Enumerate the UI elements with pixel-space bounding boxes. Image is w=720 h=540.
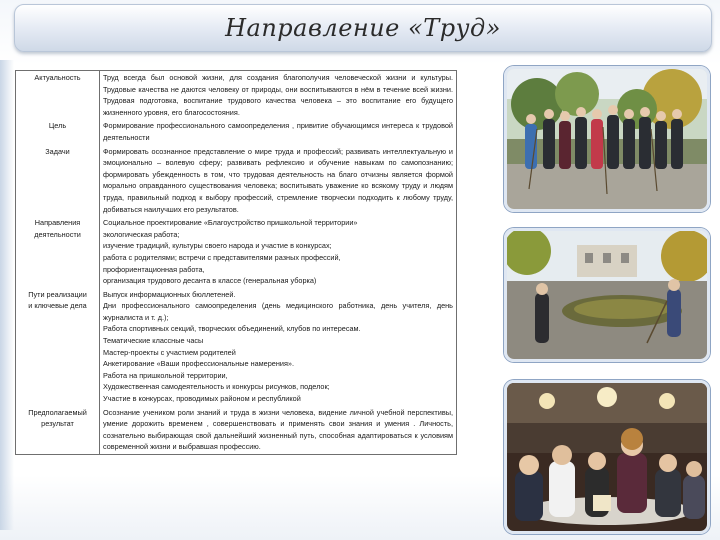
row-label-line: Задачи <box>45 146 70 156</box>
row-text-line: изучение традиций, культуры своего народа и участие в конкурсах; <box>103 241 332 251</box>
row-text-line: Социальное проектирование «Благоустройство пришкольной территории» <box>103 218 358 228</box>
row-text <box>100 288 457 406</box>
row-text-line: Мастер-проекты с участием родителей <box>103 347 236 357</box>
row-label <box>16 71 100 120</box>
row-text-line: работа с родителями; встречи с представителями разных профессий, <box>103 252 341 262</box>
row-label <box>16 119 100 144</box>
row-text-line: Формировать осознанное представление о мире труда и профессий; развивать интеллектуальную и эмоционально – волевую сферу; развивать рефлексию и обучение навыкам по самопознанию; формировать убежденность в том, что трудовая деятельность на благо отчизны является формой морально оправданного существования человека; воспитывать уважение ко всякому труду и людям труда, правильный подход к выбору профессий, стремление творчески подходить к любому труду, добиваться наилучших его результатов. <box>103 146 453 214</box>
row-label <box>16 406 100 455</box>
photo-banquet <box>504 380 710 534</box>
row-label-line: Актуальность <box>34 73 81 82</box>
row-text-line: Работа на пришкольной территории, <box>103 370 228 380</box>
decorative-side-gradient <box>0 60 14 530</box>
row-label-line: Цель <box>48 121 67 131</box>
row-text <box>100 406 457 455</box>
row-label-line: результат <box>41 419 74 429</box>
row-text-line: Работа спортивных секций, творческих объединений, клубов по интересам. <box>103 324 361 334</box>
row-text <box>100 145 457 217</box>
page-title: Направление «Труд» <box>225 14 501 42</box>
row-text-line: Участие в конкурсах, проводимых районом и республикой <box>103 394 301 404</box>
row-label-line: и ключевые дела <box>28 301 87 311</box>
row-label <box>16 216 100 288</box>
row-text-line: Выпуск информационных бюллетеней. <box>103 289 236 299</box>
row-text-line: Осознание учеником роли знаний и труда в жизни человека, видение личной учебной перспективы, умение дорожить временем , совершенствовать и применять свои знания и умения . Личность, сознательно выбирающая свой дальнейший жизненный путь, способная адаптироваться к условиям современной жизни и выбравшая профессию. <box>103 407 453 452</box>
row-text-line: Формирование профессионального самоопределения , привитие обучающимся интереса к трудовой деятельности <box>103 121 453 142</box>
photo-students-with-rakes <box>504 66 710 212</box>
row-text-line: Дни профессионального самоопределения (день медицинского работника, день учителя, день журналиста и т. д.); <box>103 301 453 322</box>
table-row-tasks <box>16 145 457 217</box>
row-text <box>100 119 457 144</box>
table-row-relevance <box>16 71 457 120</box>
title-banner <box>14 4 712 52</box>
row-label-line: Предполагаемый <box>28 407 87 417</box>
row-text-line: Художественная самодеятельность и конкурсы рисунков, поделок; <box>103 382 330 392</box>
photo-schoolyard-cleanup <box>504 228 710 362</box>
row-text-line: профориентационная работа, <box>103 264 205 274</box>
row-text-line: Анкетирование «Ваши профессиональные намерения». <box>103 359 294 369</box>
table-row-implementation <box>16 288 457 406</box>
table-row-directions <box>16 216 457 288</box>
row-text-line: Тематические классные часы <box>103 336 204 346</box>
row-label <box>16 288 100 406</box>
table-row-expected-result <box>16 406 457 455</box>
row-label-line: Пути реализации <box>28 289 87 299</box>
row-text-line: Труд всегда был основой жизни, для создания благополучия человеческой жизни и культуры. Трудовые качества не даются человеку от природы, они воспитываются в нём в течение всей жизни. Трудовая подготовка, воспитание трудового качества человека – это воспитание его будущего жизненного уровня, его благосостояния. <box>103 73 453 117</box>
row-text <box>100 216 457 288</box>
row-label <box>16 145 100 217</box>
row-text <box>100 71 457 120</box>
direction-table <box>15 70 457 455</box>
row-text-line: экологическая работа; <box>103 229 180 239</box>
table-row-goal <box>16 119 457 144</box>
row-text-line: организация трудового десанта в классе (генеральная уборка) <box>103 276 317 286</box>
row-label-line: Направления <box>34 218 81 228</box>
row-label-line: деятельности <box>34 229 81 239</box>
